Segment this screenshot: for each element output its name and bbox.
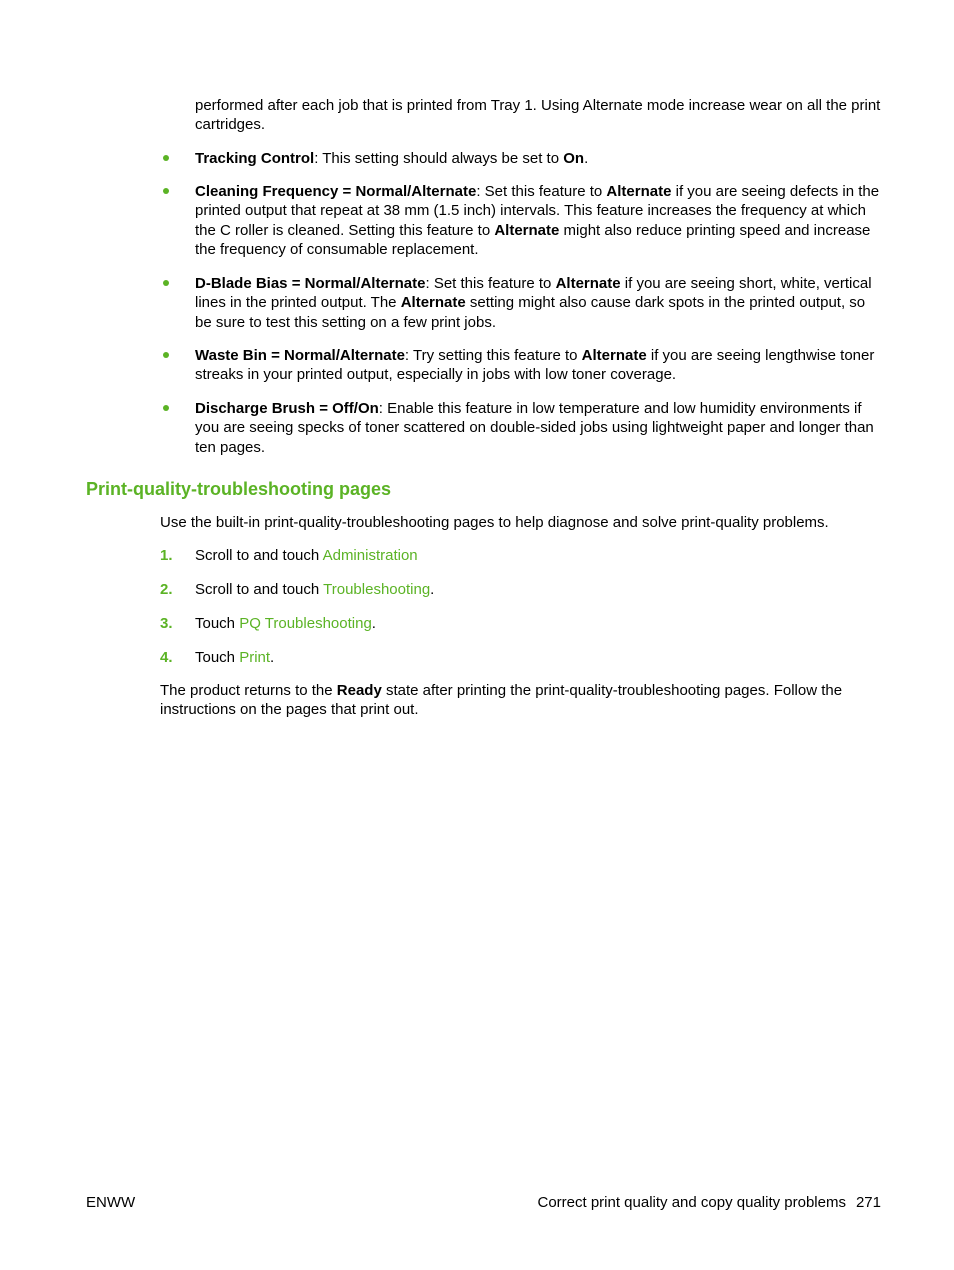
bullet-term: Cleaning Frequency = Normal/Alternate: [195, 183, 477, 200]
bullet-dot-icon: [163, 352, 169, 358]
bullet-bold-value: Alternate: [581, 347, 647, 364]
bullet-dot-icon: [163, 155, 169, 161]
closing-text: The product returns to the: [160, 682, 337, 699]
bullet-body: : Try setting this feature to: [404, 347, 582, 364]
bullet-text: [195, 182, 885, 259]
bullet-dot-icon: [163, 188, 169, 194]
bullet-term: Tracking Control: [195, 150, 315, 167]
menu-link-pq-troubleshooting[interactable]: PQ Troubleshooting: [239, 615, 372, 632]
footer-section-info: [537, 1193, 881, 1212]
section-heading: Print-quality-troubleshooting pages: [86, 479, 391, 499]
bullet-text: [195, 274, 885, 332]
bullet-body: if you are seeing lengthwise toner streaks in your printed output, especially in jobs with low toner coverage.: [195, 347, 875, 384]
section-intro-text: Use the built-in print-quality-troubleshooting pages to help diagnose and solve print-quality problems.: [160, 514, 829, 531]
bullet-text: [195, 399, 885, 457]
step-item: [0, 648, 954, 668]
bullet-body: if you are seeing short, white, vertical lines in the printed output. The: [195, 275, 872, 312]
bullet-body: setting might also cause dark spots in the printed output, so be sure to test this setting on a few print jobs.: [195, 294, 866, 331]
step-prefix: Touch: [195, 649, 240, 666]
bullet-term: Discharge Brush = Off/On: [195, 400, 379, 417]
step-item: [0, 580, 954, 600]
bullet-text: [195, 346, 885, 385]
bullet-term: Waste Bin = Normal/Alternate: [195, 347, 405, 364]
step-suffix: .: [430, 581, 435, 598]
bullet-body: .: [584, 150, 589, 167]
closing-paragraph: [160, 681, 885, 720]
bullet-term: D-Blade Bias = Normal/Alternate: [195, 275, 426, 292]
step-suffix: .: [270, 649, 275, 666]
closing-text: state after printing the print-quality-troubleshooting pages. Follow the instructions on the pages that print out.: [160, 682, 843, 719]
bullet-body: : Enable this feature in low temperature and low humidity environments if you are seeing specks of toner scattered on double-sided jobs using lightweight paper and longer than ten pages.: [195, 400, 874, 456]
page-number: 271: [855, 1194, 881, 1211]
step-number: 1.: [160, 547, 173, 564]
step-prefix: Touch: [195, 615, 240, 632]
bullet-text: [195, 149, 885, 168]
step-number: 2.: [160, 581, 173, 598]
bullet-bold-value: Alternate: [606, 183, 672, 200]
menu-link-administration[interactable]: Administration: [322, 547, 418, 564]
menu-link-troubleshooting[interactable]: Troubleshooting: [323, 581, 431, 598]
closing-bold-state: Ready: [336, 682, 382, 699]
bullet-body: if you are seeing defects in the printed output that repeat at 38 mm (1.5 inch) intervals. This feature increases the frequency at which the C roller is cleaned. Setting this feature to: [195, 183, 880, 239]
bullet-bold-value: Alternate: [400, 294, 466, 312]
step-prefix: Scroll to and touch: [195, 547, 323, 564]
bullet-bold-value: Alternate: [494, 221, 560, 239]
bullet-bold-value: Alternate: [555, 275, 621, 292]
bullet-bold-value: On: [563, 150, 585, 167]
step-text: [195, 614, 376, 633]
intro-continuation-text: performed after each job that is printed from Tray 1. Using Alternate mode increase wear on all the print cartridges.: [195, 97, 881, 134]
bullet-dot-icon: [163, 405, 169, 411]
step-number: 3.: [160, 615, 173, 632]
step-suffix: .: [371, 615, 376, 632]
step-text: [195, 546, 418, 565]
footer-section-title: Correct print quality and copy quality problems: [537, 1194, 846, 1211]
step-text: [195, 648, 274, 667]
bullet-body: might also reduce printing speed and increase the frequency of consumable replacement.: [195, 221, 871, 258]
step-item: [0, 546, 954, 566]
bullet-body: : This setting should always be set to: [314, 150, 564, 167]
bullet-dot-icon: [163, 280, 169, 286]
bullet-body: : Set this feature to: [425, 275, 556, 292]
step-text: [195, 580, 434, 599]
step-number: 4.: [160, 649, 173, 666]
step-item: [0, 614, 954, 634]
bullet-body: : Set this feature to: [476, 183, 607, 200]
menu-link-print[interactable]: Print: [239, 649, 271, 666]
footer-locale-code: ENWW: [86, 1194, 136, 1211]
step-prefix: Scroll to and touch: [195, 581, 324, 598]
